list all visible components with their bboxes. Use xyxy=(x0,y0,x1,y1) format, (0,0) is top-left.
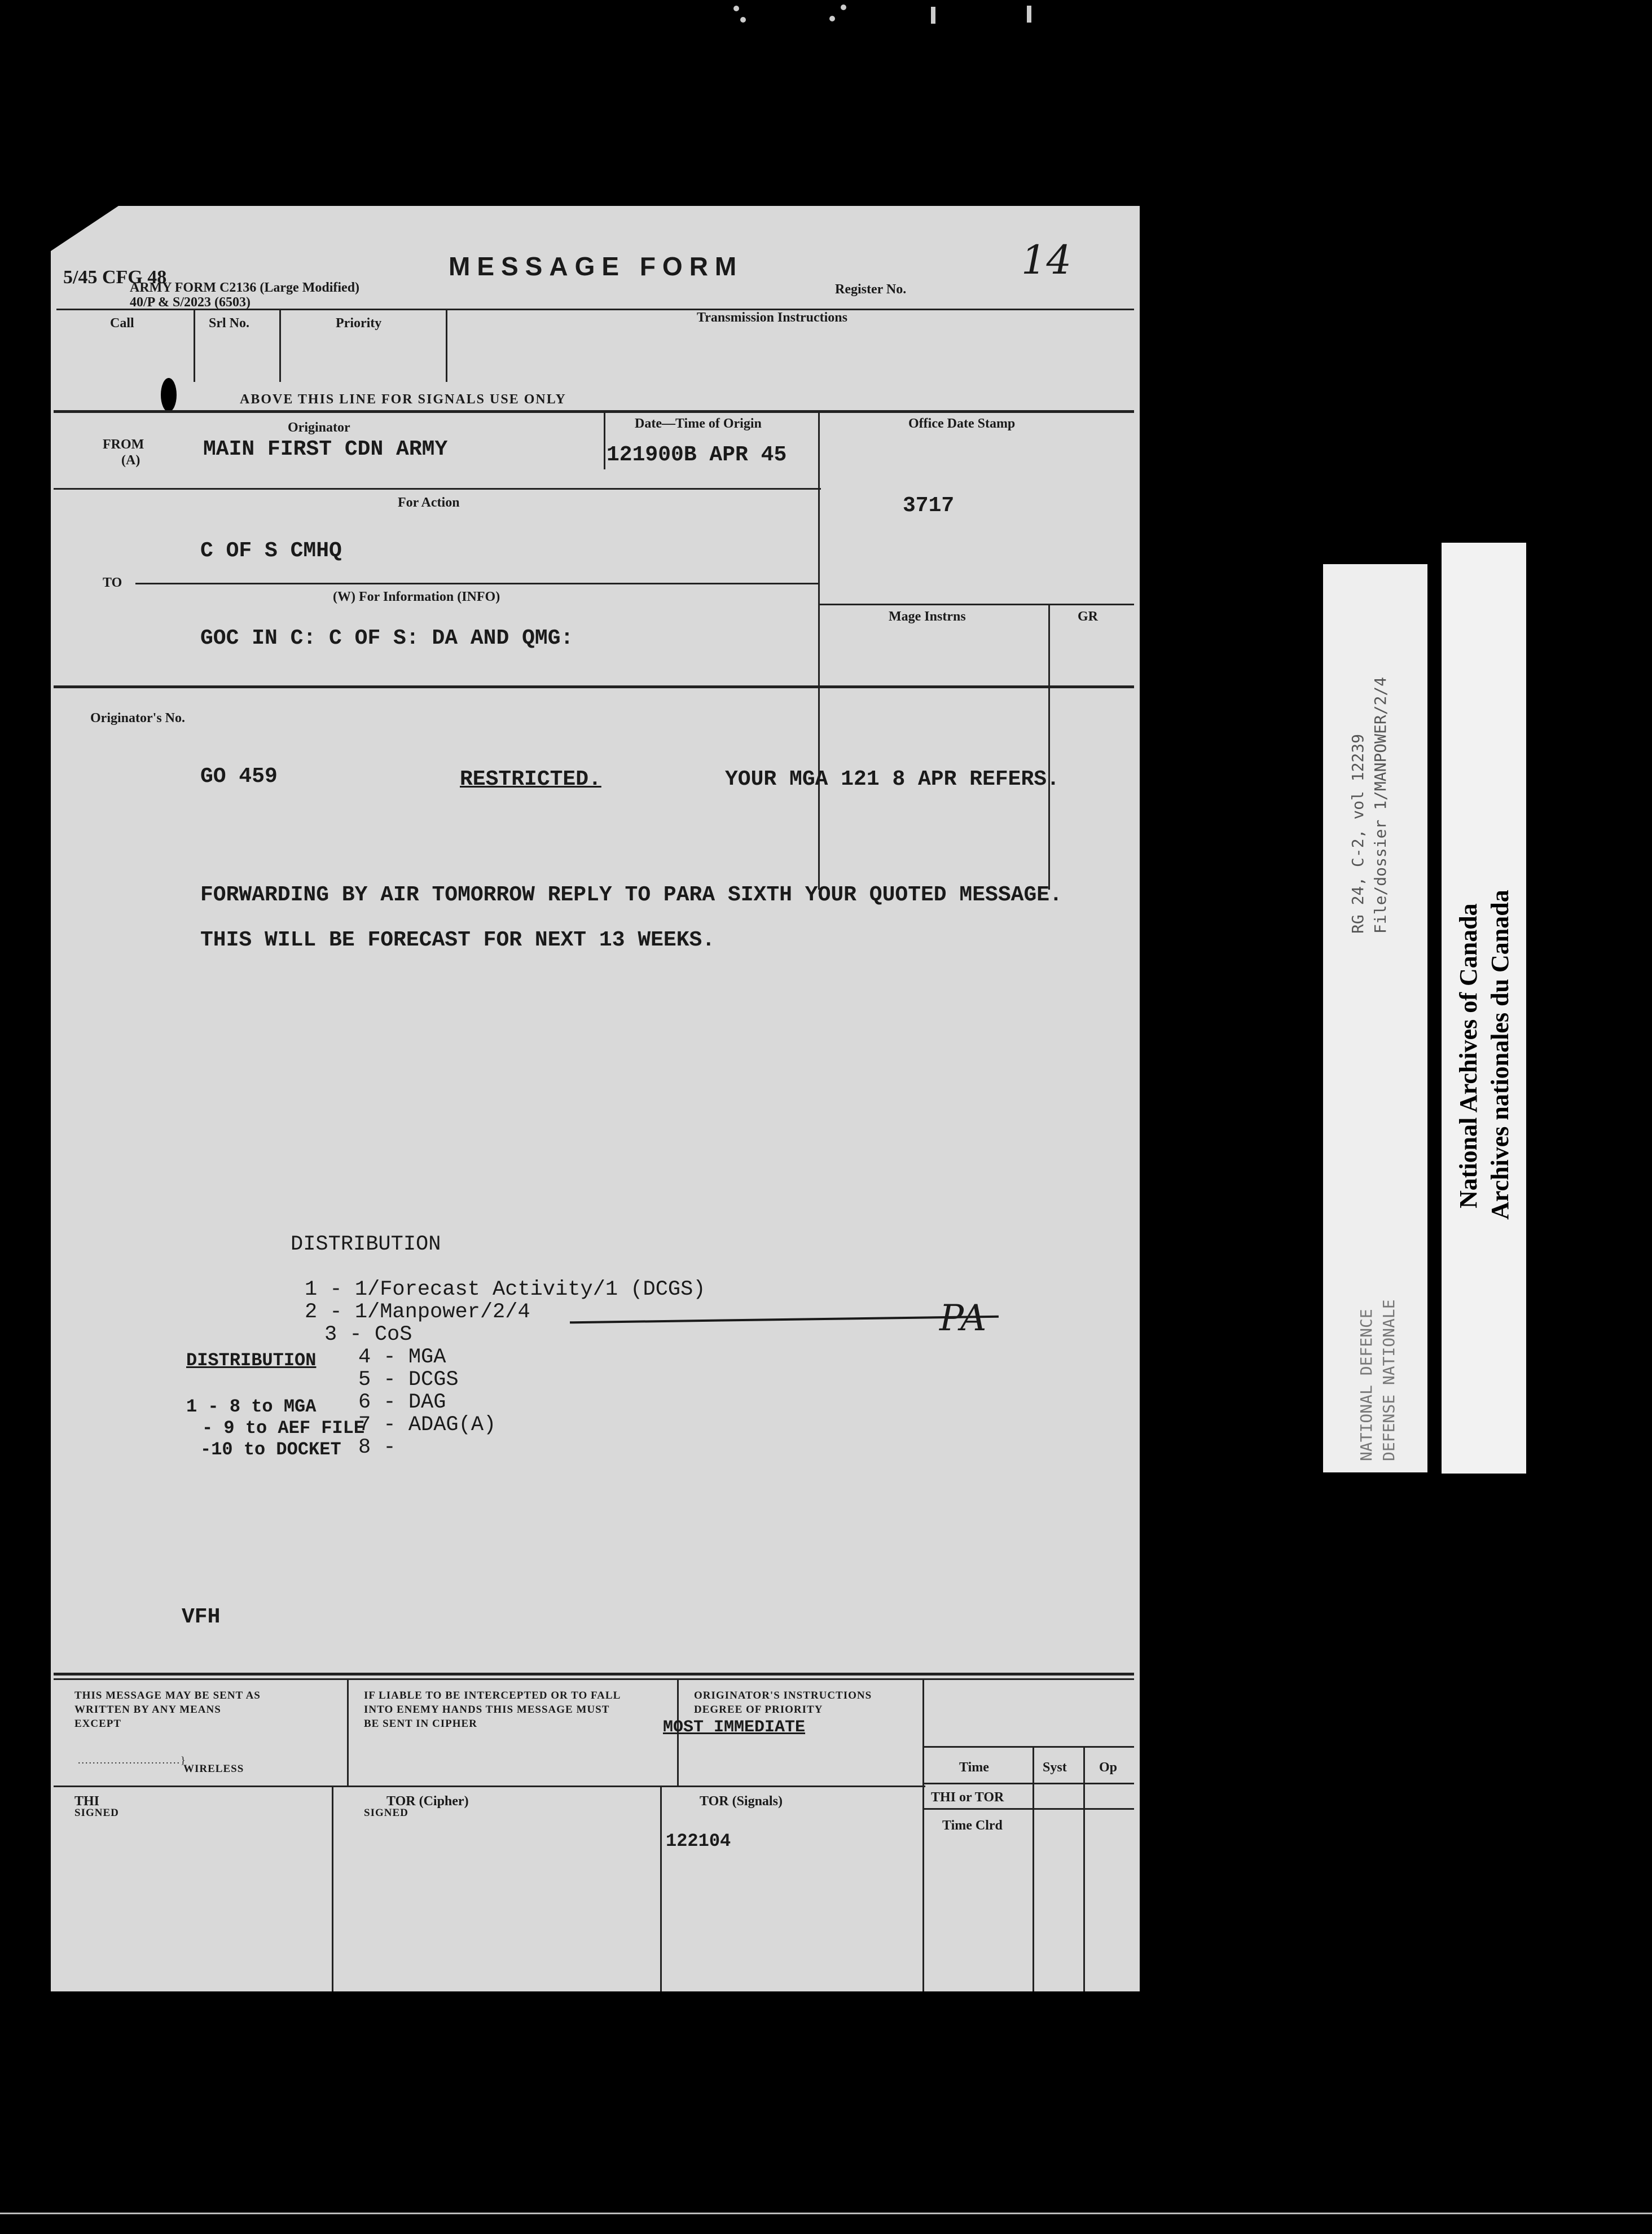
department-line: DEFENSE NATIONALE xyxy=(1379,1299,1398,1461)
from-label: FROM xyxy=(103,437,144,452)
distribution-stamp-line: -10 to DOCKET xyxy=(200,1439,341,1460)
thi-or-tor-label: THI or TOR xyxy=(931,1790,1004,1805)
date-time-origin-value: 121900B APR 45 xyxy=(607,443,787,467)
ink-blot xyxy=(161,378,177,412)
srl-no-label: Srl No. xyxy=(209,316,249,331)
message-form-sheet xyxy=(51,206,1140,1991)
transmission-instructions-label: Transmission Instructions xyxy=(697,310,847,325)
signed-label: SIGNED xyxy=(364,1807,408,1819)
op-label: Op xyxy=(1099,1760,1118,1775)
distribution-item: 8 - xyxy=(358,1436,396,1459)
time-clrd-label: Time Clrd xyxy=(942,1818,1003,1833)
distribution-item: 7 - ADAG(A) xyxy=(358,1413,497,1437)
office-date-stamp-value: 3717 xyxy=(903,494,955,518)
intercept-instructions: INTO ENEMY HANDS THIS MESSAGE MUST xyxy=(364,1704,610,1716)
originator-label: Originator xyxy=(288,420,350,435)
classification: RESTRICTED. xyxy=(460,767,601,791)
archive-reference-strip xyxy=(1323,564,1427,1472)
sent-instructions: WRITTEN BY ANY MEANS xyxy=(74,1704,221,1716)
originators-instructions-label: ORIGINATOR'S INSTRUCTIONS xyxy=(694,1690,872,1701)
originators-no-label: Originator's No. xyxy=(90,711,185,725)
message-line-2: THIS WILL BE FORECAST FOR NEXT 13 WEEKS. xyxy=(200,928,715,952)
priority-value: MOST IMMEDIATE xyxy=(663,1718,806,1737)
punch-marks xyxy=(733,0,1038,34)
form-title: MESSAGE FORM xyxy=(449,252,744,281)
page-number: 14 xyxy=(1021,237,1072,283)
distribution-item: 6 - DAG xyxy=(358,1391,446,1414)
department-line: NATIONAL DEFENCE xyxy=(1357,1309,1376,1461)
info-label: (W) For Information (INFO) xyxy=(333,590,500,604)
sent-instructions: EXCEPT xyxy=(74,1718,122,1730)
archives-canada-label xyxy=(1442,543,1526,1474)
reference-line: YOUR MGA 121 8 APR REFERS. xyxy=(725,767,1060,791)
form-code: 5/45 CFG 48 xyxy=(63,267,167,288)
distribution-item: 2 - 1/Manpower/2/4 xyxy=(305,1300,530,1324)
archive-reference-line: File/dossier 1/MANPOWER/2/4 xyxy=(1371,676,1390,934)
distribution-heading: DISTRIBUTION xyxy=(291,1233,441,1256)
from-value: MAIN FIRST CDN ARMY xyxy=(203,437,448,461)
distribution-item: 5 - DCGS xyxy=(358,1368,459,1392)
army-form-number: ARMY FORM C2136 (Large Modified) xyxy=(130,280,360,295)
handwritten-line xyxy=(570,1316,999,1324)
sign-off-initials: VFH xyxy=(182,1605,221,1629)
archives-name-en: National Archives of Canada xyxy=(1455,903,1482,1208)
mage-instrns-label: Mage Instrns xyxy=(889,609,966,624)
office-date-stamp-label: Office Date Stamp xyxy=(908,416,1016,431)
priority-label: Priority xyxy=(336,316,382,331)
distribution-item: 4 - MGA xyxy=(358,1345,446,1369)
distribution-stamp-line: - 9 to AEF FILE xyxy=(202,1418,365,1439)
info-value: GOC IN C: C OF S: DA AND QMG: xyxy=(200,626,574,650)
register-label: Register No. xyxy=(835,282,907,297)
wireless-label: WIRELESS xyxy=(183,1763,244,1775)
for-action-value: C OF S CMHQ xyxy=(200,539,342,563)
tor-signals-label: TOR (Signals) xyxy=(700,1794,783,1809)
date-time-origin-label: Date—Time of Origin xyxy=(635,416,762,431)
intercept-instructions: BE SENT IN CIPHER xyxy=(364,1718,477,1730)
archive-reference-line: RG 24, C-2, vol 12239 xyxy=(1348,733,1367,934)
originators-no-value: GO 459 xyxy=(200,764,278,789)
signals-use-only-label: ABOVE THIS LINE FOR SIGNALS USE ONLY xyxy=(240,392,566,407)
to-label: TO xyxy=(103,575,122,590)
gr-label: GR xyxy=(1078,609,1098,624)
form-reference: 40/P & S/2023 (6503) xyxy=(130,295,251,310)
tor-signals-value: 122104 xyxy=(666,1831,731,1852)
distribution-stamp-heading: DISTRIBUTION xyxy=(186,1350,317,1371)
folded-corner xyxy=(51,206,118,251)
distribution-item: 3 - CoS xyxy=(324,1323,412,1347)
syst-label: Syst xyxy=(1043,1760,1067,1775)
thi-label: THI xyxy=(74,1794,100,1809)
degree-of-priority-label: DEGREE OF PRIORITY xyxy=(694,1704,823,1716)
sent-instructions: THIS MESSAGE MAY BE SENT AS xyxy=(74,1690,261,1701)
wireless-brace: ............................} xyxy=(78,1754,187,1766)
archives-name-fr: Archives nationales du Canada xyxy=(1486,890,1514,1220)
time-label: Time xyxy=(959,1760,989,1775)
for-action-label: For Action xyxy=(398,495,460,510)
bottom-scan-line xyxy=(0,2213,1652,2214)
handwritten-initials: PA xyxy=(939,1298,987,1339)
from-sub-label: (A) xyxy=(121,453,140,468)
call-label: Call xyxy=(110,316,134,331)
distribution-item: 1 - 1/Forecast Activity/1 (DCGS) xyxy=(305,1278,706,1301)
distribution-stamp-line: 1 - 8 to MGA xyxy=(186,1396,317,1417)
intercept-instructions: IF LIABLE TO BE INTERCEPTED OR TO FALL xyxy=(364,1690,621,1701)
message-line-1: FORWARDING BY AIR TOMORROW REPLY TO PARA SIXTH YOUR QUOTED MESSAGE. xyxy=(200,883,1062,907)
signed-label: SIGNED xyxy=(74,1807,119,1819)
tor-cipher-label: TOR (Cipher) xyxy=(386,1794,469,1809)
